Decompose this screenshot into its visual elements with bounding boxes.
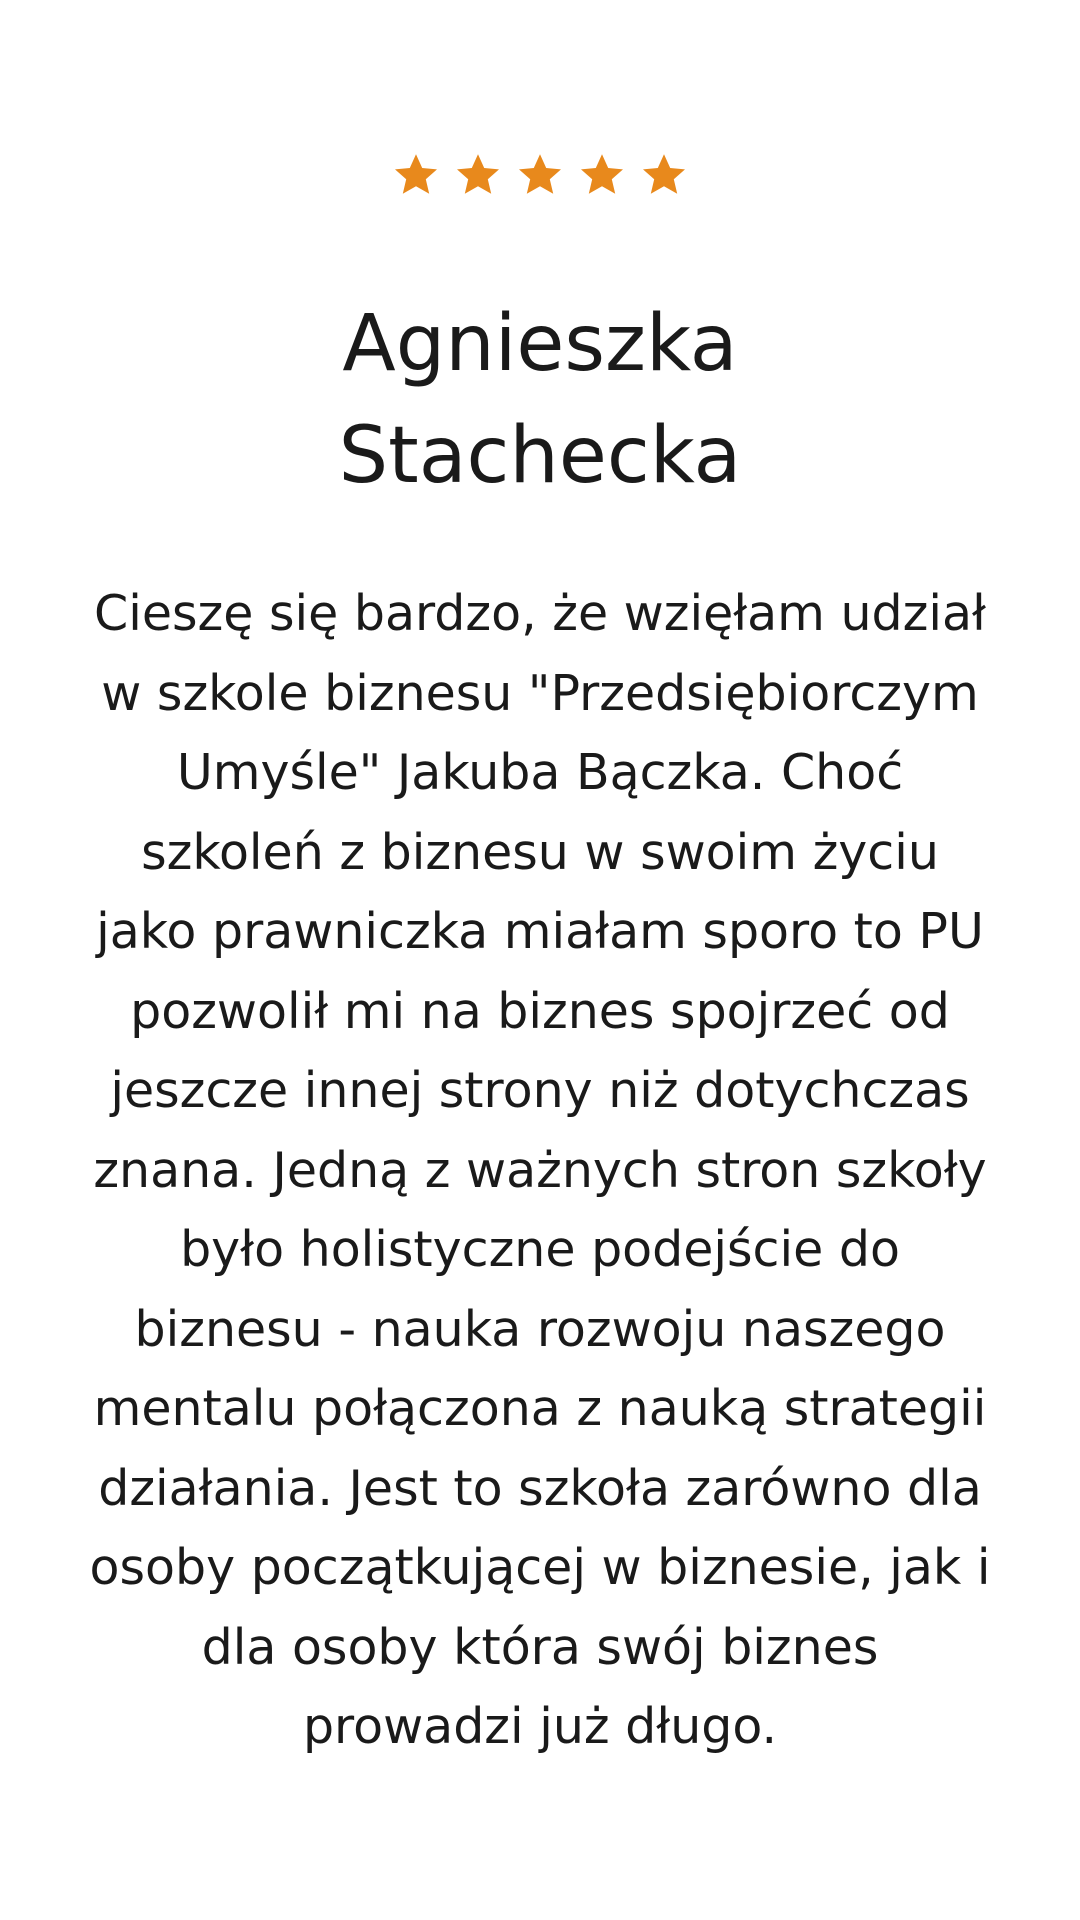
review-line: znana. Jedną z ważnych stron szkoły <box>93 1141 987 1199</box>
review-line: szkoleń z biznesu w swoim życiu <box>141 823 939 881</box>
review-line: prowadzi już długo. <box>302 1698 778 1755</box>
star-icon <box>578 151 626 199</box>
reviewer-name <box>0 288 1080 512</box>
review-line: w szkole biznesu "Przedsiębiorczym <box>101 664 979 722</box>
review-line: mentalu połączona z nauką strategii <box>93 1380 987 1437</box>
star-icon <box>392 151 440 199</box>
reviewer-name-line: Stachecka <box>338 411 742 501</box>
star-icon <box>454 151 502 199</box>
review-line: jako prawniczka miałam sporo to PU <box>96 903 984 960</box>
star-icon <box>640 151 688 199</box>
review-line: działania. Jest to szkoła zarówno dla <box>98 1459 982 1517</box>
review-line: pozwolił mi na biznes spojrzeć od <box>130 982 950 1040</box>
review-text <box>88 574 992 1767</box>
review-line: było holistyczne podejście do <box>180 1221 900 1278</box>
review-line: Umyśle" Jakuba Bączka. Choć <box>176 744 904 801</box>
review-line: osoby początkującej w biznesie, jak i <box>89 1539 991 1596</box>
review-line: dla osoby która swój biznes <box>201 1618 879 1676</box>
review-line: biznesu - nauka rozwoju naszego <box>134 1300 946 1358</box>
star-icon <box>516 151 564 199</box>
star-rating <box>0 151 1080 199</box>
review-line: jeszcze innej strony niż dotychczas <box>110 1062 970 1119</box>
review-line: Cieszę się bardzo, że wzięłam udział <box>94 585 986 642</box>
reviewer-name-line: Agnieszka <box>342 299 738 389</box>
